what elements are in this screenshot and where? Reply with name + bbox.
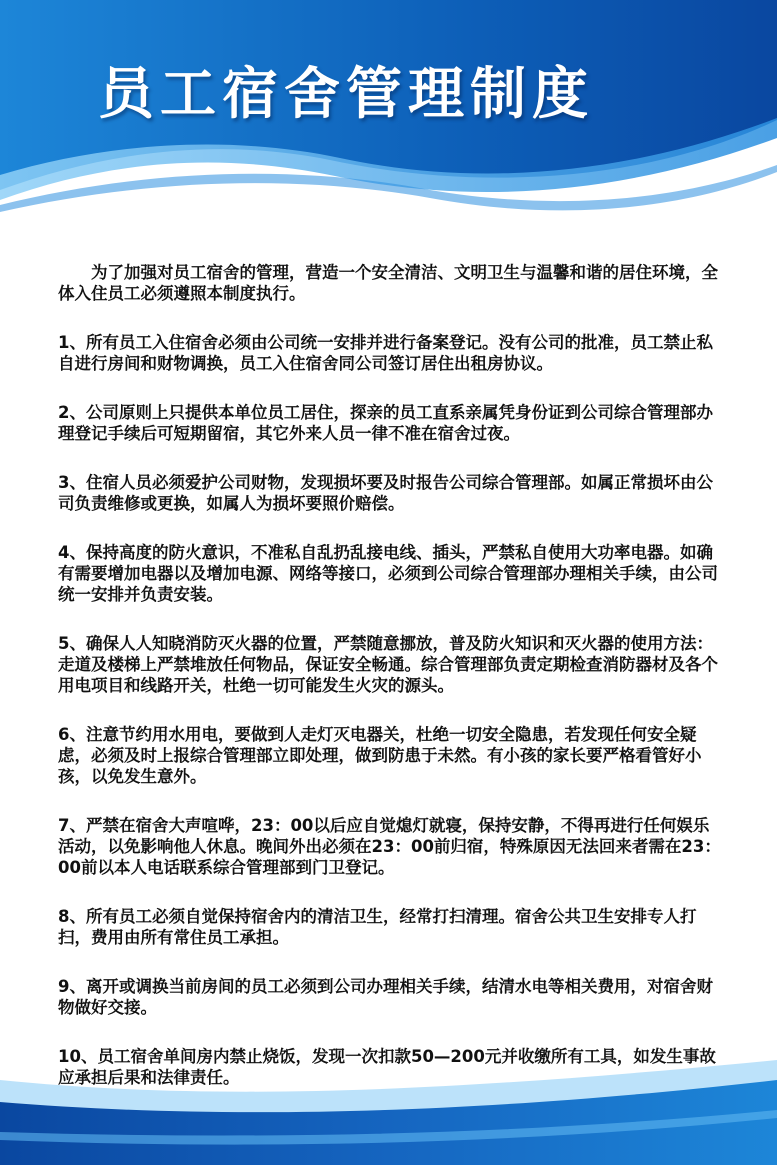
rule-item-10: 10、员工宿舍单间房内禁止烧饭，发现一次扣款50—200元并收缴所有工具，如发生事故应承担后果和法律责任。 (58, 1047, 716, 1087)
rule-item-1: 1、所有员工入住宿舍必须由公司统一安排并进行备案登记。没有公司的批准，员工禁止私自进行房间和财物调换，员工入住宿舍同公司签订居住出租房协议。 (58, 333, 713, 373)
regulation-body (58, 262, 722, 1116)
rule-item-7: 7、严禁在宿舍大声喧哗，23：00以后应自觉熄灯就寝，保持安静，不得再进行任何娱乐活动，以免影响他人休息。晚间外出必须在23：00前归宿，特殊原因无法回来者需在23：00前以本人电话联系综合管理部到门卫登记。 (58, 816, 721, 877)
rule-item-8: 8、所有员工必须自觉保持宿舍内的清洁卫生，经常打扫清理。宿舍公共卫生安排专人打扫，费用由所有常住员工承担。 (58, 907, 697, 947)
rule-item-9: 9、离开或调换当前房间的员工必须到公司办理相关手续，结清水电等相关费用，对宿舍财物做好交接。 (58, 977, 713, 1017)
rule-item-5: 5、确保人人知晓消防灭火器的位置，严禁随意挪放，普及防火知识和灭火器的使用方法：走道及楼梯上严禁堆放任何物品，保证安全畅通。综合管理部负责定期检查消防器材及各个用电项目和线路开关，杜绝一切可能发生火灾的源头。 (58, 634, 718, 695)
rule-item-6: 6、注意节约用水用电，要做到人走灯灭电器关，杜绝一切安全隐患，若发现任何安全疑虑，必须及时上报综合管理部立即处理，做到防患于未然。有小孩的家长要严格看管好小孩，以免发生意外。 (58, 725, 702, 786)
page-title: 员工宿舍管理制度 (98, 62, 594, 127)
footer-banner (0, 1040, 777, 1165)
rule-item-2: 2、公司原则上只提供本单位员工居住，探亲的员工直系亲属凭身份证到公司综合管理部办理登记手续后可短期留宿，其它外来人员一律不准在宿舍过夜。 (58, 403, 713, 443)
rule-item-3: 3、住宿人员必须爱护公司财物，发现损坏要及时报告公司综合管理部。如属正常损坏由公司负责维修或更换，如属人为损坏要照价赔偿。 (58, 473, 713, 513)
rule-item-4: 4、保持高度的防火意识，不准私自乱扔乱接电线、插头，严禁私自使用大功率电器。如确有需要增加电器以及增加电源、网络等接口，必须到公司综合管理部办理相关手续，由公司统一安排并负责安装。 (58, 543, 718, 604)
intro-paragraph: 为了加强对员工宿舍的管理，营造一个安全清洁、文明卫生与温馨和谐的居住环境，全体入住员工必须遵照本制度执行。 (58, 263, 718, 303)
